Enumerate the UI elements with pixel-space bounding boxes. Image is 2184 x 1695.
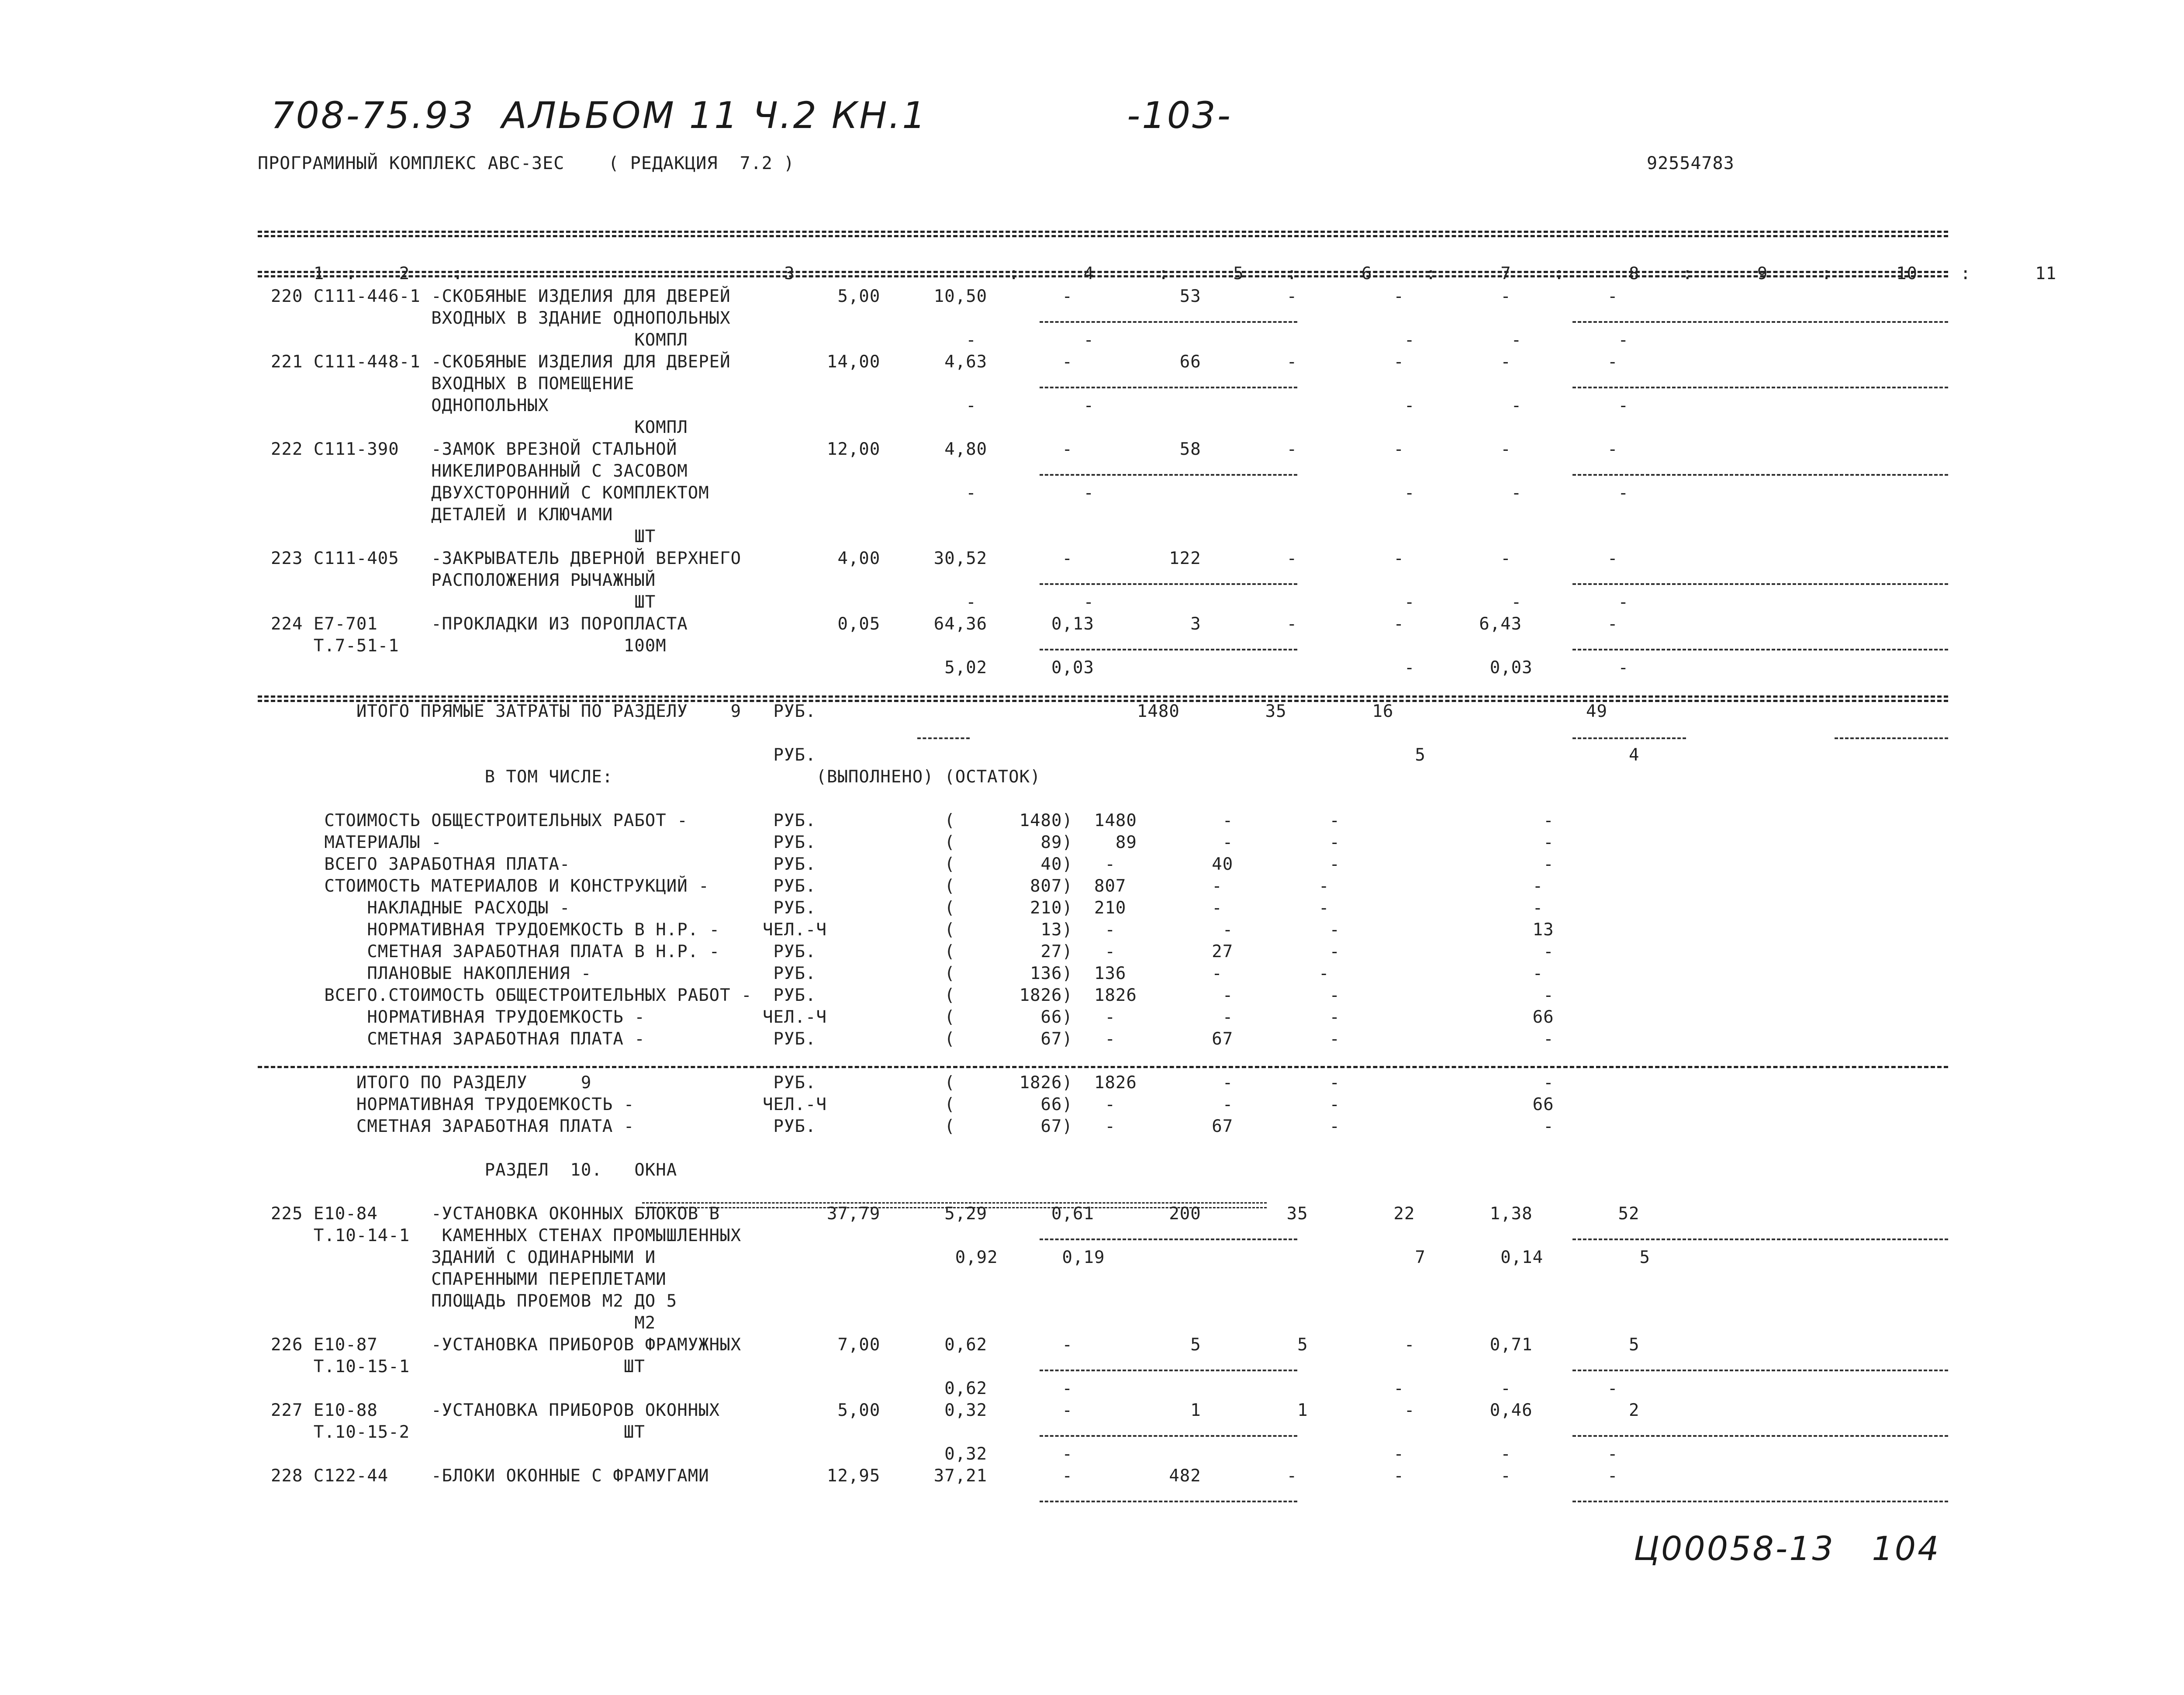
line-9: ДВУХСТОРОННИЙ С КОМПЛЕКТОМ - - - - - — [271, 483, 1629, 503]
subrule-227 — [1040, 1435, 1297, 1437]
subrule-221b — [1572, 387, 1948, 388]
col-3: 3 — [784, 264, 795, 284]
line-45: СПАРЕННЫМИ ПЕРЕПЛЕТАМИ — [271, 1270, 667, 1289]
line-5: ОДНОПОЛЬНЫХ - - - - - — [271, 396, 1629, 415]
line-22: В ТОМ ЧИСЛЕ: (ВЫПОЛНЕНО) (ОСТАТОК) — [271, 767, 1041, 787]
subrule-226 — [1040, 1370, 1297, 1371]
col-9: 9 — [1757, 264, 1768, 284]
totals-rule-2 — [258, 700, 1948, 702]
line-0: 220 С111-446-1 -СКОБЯНЫЕ ИЗДЕЛИЯ ДЛЯ ДВЕРЕЙ 5,00 10,50 - 53 - - - - — [271, 287, 1618, 306]
line-38: СМЕТНАЯ ЗАРАБОТНАЯ ПЛАТА - РУБ. ( 67) - 67 - - — [271, 1117, 1554, 1136]
line-47: М2 — [271, 1313, 656, 1333]
subrule-221 — [1040, 387, 1297, 388]
col-10: 10 — [1896, 264, 1918, 284]
line-11: ШТ — [271, 527, 656, 547]
section-end-rule — [258, 1066, 1948, 1068]
subrule-222b — [1572, 474, 1948, 476]
footer-reference: Ц00058-13 104 — [1634, 1529, 1941, 1568]
line-51: 227 Е10-88 -УСТАНОВКА ПРИБОРОВ ОКОННЫХ 5,00 0,32 - 1 1 - 0,46 2 — [271, 1401, 1640, 1420]
line-2: КОМПЛ - - - - - — [271, 330, 1629, 350]
program-title: ПРОГРАМИНЫЙ КОМПЛЕКС АВС-3ЕС ( РЕДАКЦИЯ 7.2 ) — [258, 153, 795, 173]
line-54: 228 С122-44 -БЛОКИ ОКОННЫЕ С ФРАМУГАМИ 12,95 37,21 - 482 - - - - — [271, 1466, 1618, 1486]
line-37: НОРМАТИВНАЯ ТРУДОЕМКОСТЬ - ЧЕЛ.-Ч ( 66) - - - 66 — [271, 1095, 1554, 1114]
line-14: ШТ - - - - - — [271, 592, 1629, 612]
line-6: КОМПЛ — [271, 418, 688, 437]
section-title-underline — [642, 1202, 1267, 1208]
subrule-228 — [1040, 1501, 1297, 1502]
top-rule — [258, 231, 1948, 233]
col-1: 1 — [313, 264, 325, 284]
line-12: 223 С111-405 -ЗАКРЫВАТЕЛЬ ДВЕРНОЙ ВЕРХНЕГО 4,00 30,52 - 122 - - - - — [271, 549, 1618, 568]
subrule-228b — [1572, 1501, 1948, 1502]
line-33: НОРМАТИВНАЯ ТРУДОЕМКОСТЬ - ЧЕЛ.-Ч ( 66) - - - 66 — [271, 1007, 1554, 1027]
col-4: 4 — [1083, 264, 1095, 284]
top-rule-2 — [258, 235, 1948, 237]
line-17: 5,02 0,03 - 0,03 - — [271, 658, 1629, 678]
line-7: 222 С111-390 -ЗАМОК ВРЕЗНОЙ СТАЛЬНОЙ 12,00 4,80 - 58 - - - - — [271, 439, 1618, 459]
line-13: РАСПОЛОЖЕНИЯ РЫЧАЖНЫЙ — [271, 571, 656, 590]
album-reference: 708-75.93 АЛЬБОМ 11 Ч.2 КН.1 — [271, 94, 927, 137]
col-8: 8 — [1629, 264, 1640, 284]
col-7: 7 — [1500, 264, 1511, 284]
subrule-223 — [1040, 583, 1297, 585]
line-10: ДЕТАЛЕЙ И КЛЮЧАМИ — [271, 505, 613, 525]
line-34: СМЕТНАЯ ЗАРАБОТНАЯ ПЛАТА - РУБ. ( 67) - 67 - - — [271, 1029, 1554, 1049]
subrule-220b — [1572, 321, 1948, 323]
line-26: ВСЕГО ЗАРАБОТНАЯ ПЛАТА- РУБ. ( 40) - 40 - - — [271, 854, 1554, 874]
subrule-227b — [1572, 1435, 1948, 1437]
line-50: 0,62 - - - - — [271, 1379, 1618, 1398]
subrule-220 — [1040, 321, 1297, 323]
document-number: 92554783 — [1647, 153, 1735, 173]
line-48: 226 Е10-87 -УСТАНОВКА ПРИБОРОВ ФРАМУЖНЫХ 7,00 0,62 - 5 5 - 0,71 5 — [271, 1335, 1640, 1355]
column-header-row: 1 : 2 : 3 : 4 : 5 : 6 : 7 : 8 : 9 : 10 : 11 — [313, 264, 2057, 284]
subrule-223b — [1572, 583, 1948, 585]
line-53: 0,32 - - - - — [271, 1444, 1618, 1464]
header-bottom-rule — [258, 271, 1948, 273]
line-29: НОРМАТИВНАЯ ТРУДОЕМКОСТЬ В Н.Р. - ЧЕЛ.-Ч ( 13) - - - 13 — [271, 920, 1554, 940]
line-19: ИТОГО ПРЯМЫЕ ЗАТРАТЫ ПО РАЗДЕЛУ 9 РУБ. 1480 35 16 49 — [271, 702, 1607, 721]
line-15: 224 Е7-701 -ПРОКЛАДКИ ИЗ ПОРОПЛАСТА 0,05 64,36 0,13 3 - - 6,43 - — [271, 614, 1618, 634]
line-42: 225 Е10-84 -УСТАНОВКА ОКОННЫХ БЛОКОВ В 37,79 5,29 0,61 200 35 22 1,38 52 — [271, 1204, 1640, 1224]
line-44: ЗДАНИЙ С ОДИНАРНЫМИ И 0,92 0,19 7 0,14 5 — [271, 1248, 1650, 1267]
line-4: ВХОДНЫХ В ПОМЕЩЕНИЕ — [271, 374, 635, 394]
line-16: Т.7-51-1 100М — [271, 636, 667, 656]
subrule-225b — [1572, 1238, 1948, 1240]
subrule-226b — [1572, 1370, 1948, 1371]
line-28: НАКЛАДНЫЕ РАСХОДЫ - РУБ. ( 210) 210 - - - — [271, 898, 1544, 918]
col-2: 2 — [399, 264, 410, 284]
col-6: 6 — [1362, 264, 1372, 284]
line-46: ПЛОЩАДЬ ПРОЕМОВ М2 ДО 5 — [271, 1291, 677, 1311]
line-31: ПЛАНОВЫЕ НАКОПЛЕНИЯ - РУБ. ( 136) 136 - - - — [271, 964, 1544, 983]
subrule-225 — [1040, 1238, 1297, 1240]
subrule-totals-c — [1835, 737, 1948, 739]
col-11: 11 — [2035, 264, 2057, 284]
line-27: СТОИМОСТЬ МАТЕРИАЛОВ И КОНСТРУКЦИЙ - РУБ. ( 807) 807 - - - — [271, 876, 1544, 896]
header-bottom-rule-2 — [258, 275, 1948, 277]
subrule-224b — [1572, 649, 1948, 650]
totals-rule — [258, 695, 1948, 698]
line-32: ВСЕГО.СТОИМОСТЬ ОБЩЕСТРОИТЕЛЬНЫХ РАБОТ - РУБ. ( 1826) 1826 - - - — [271, 986, 1554, 1005]
line-40: РАЗДЕЛ 10. ОКНА — [271, 1160, 677, 1180]
subrule-totals-b — [1572, 737, 1686, 739]
col-5: 5 — [1233, 264, 1244, 284]
line-1: ВХОДНЫХ В ЗДАНИЕ ОДНОПОЛЬНЫХ — [271, 308, 731, 328]
subrule-222 — [1040, 474, 1297, 476]
page-number: -103- — [1127, 94, 1232, 137]
subrule-totals — [917, 737, 970, 739]
line-30: СМЕТНАЯ ЗАРАБОТНАЯ ПЛАТА В Н.Р. - РУБ. ( 27) - 27 - - — [271, 942, 1554, 962]
line-43: Т.10-14-1 КАМЕННЫХ СТЕНАХ ПРОМЫШЛЕННЫХ — [271, 1226, 742, 1245]
line-49: Т.10-15-1 ШТ — [271, 1357, 645, 1377]
subrule-224 — [1040, 649, 1297, 650]
line-25: МАТЕРИАЛЫ - РУБ. ( 89) 89 - - - — [271, 833, 1554, 852]
line-24: СТОИМОСТЬ ОБЩЕСТРОИТЕЛЬНЫХ РАБОТ - РУБ. ( 1480) 1480 - - - — [271, 811, 1554, 830]
line-52: Т.10-15-2 ШТ — [271, 1422, 645, 1442]
line-21: РУБ. 5 4 — [271, 745, 1640, 765]
line-3: 221 С111-448-1 -СКОБЯНЫЕ ИЗДЕЛИЯ ДЛЯ ДВЕРЕЙ 14,00 4,63 - 66 - - - - — [271, 352, 1618, 372]
line-8: НИКЕЛИРОВАННЫЙ С ЗАСОВОМ — [271, 461, 688, 481]
line-36: ИТОГО ПО РАЗДЕЛУ 9 РУБ. ( 1826) 1826 - - - — [271, 1073, 1554, 1093]
